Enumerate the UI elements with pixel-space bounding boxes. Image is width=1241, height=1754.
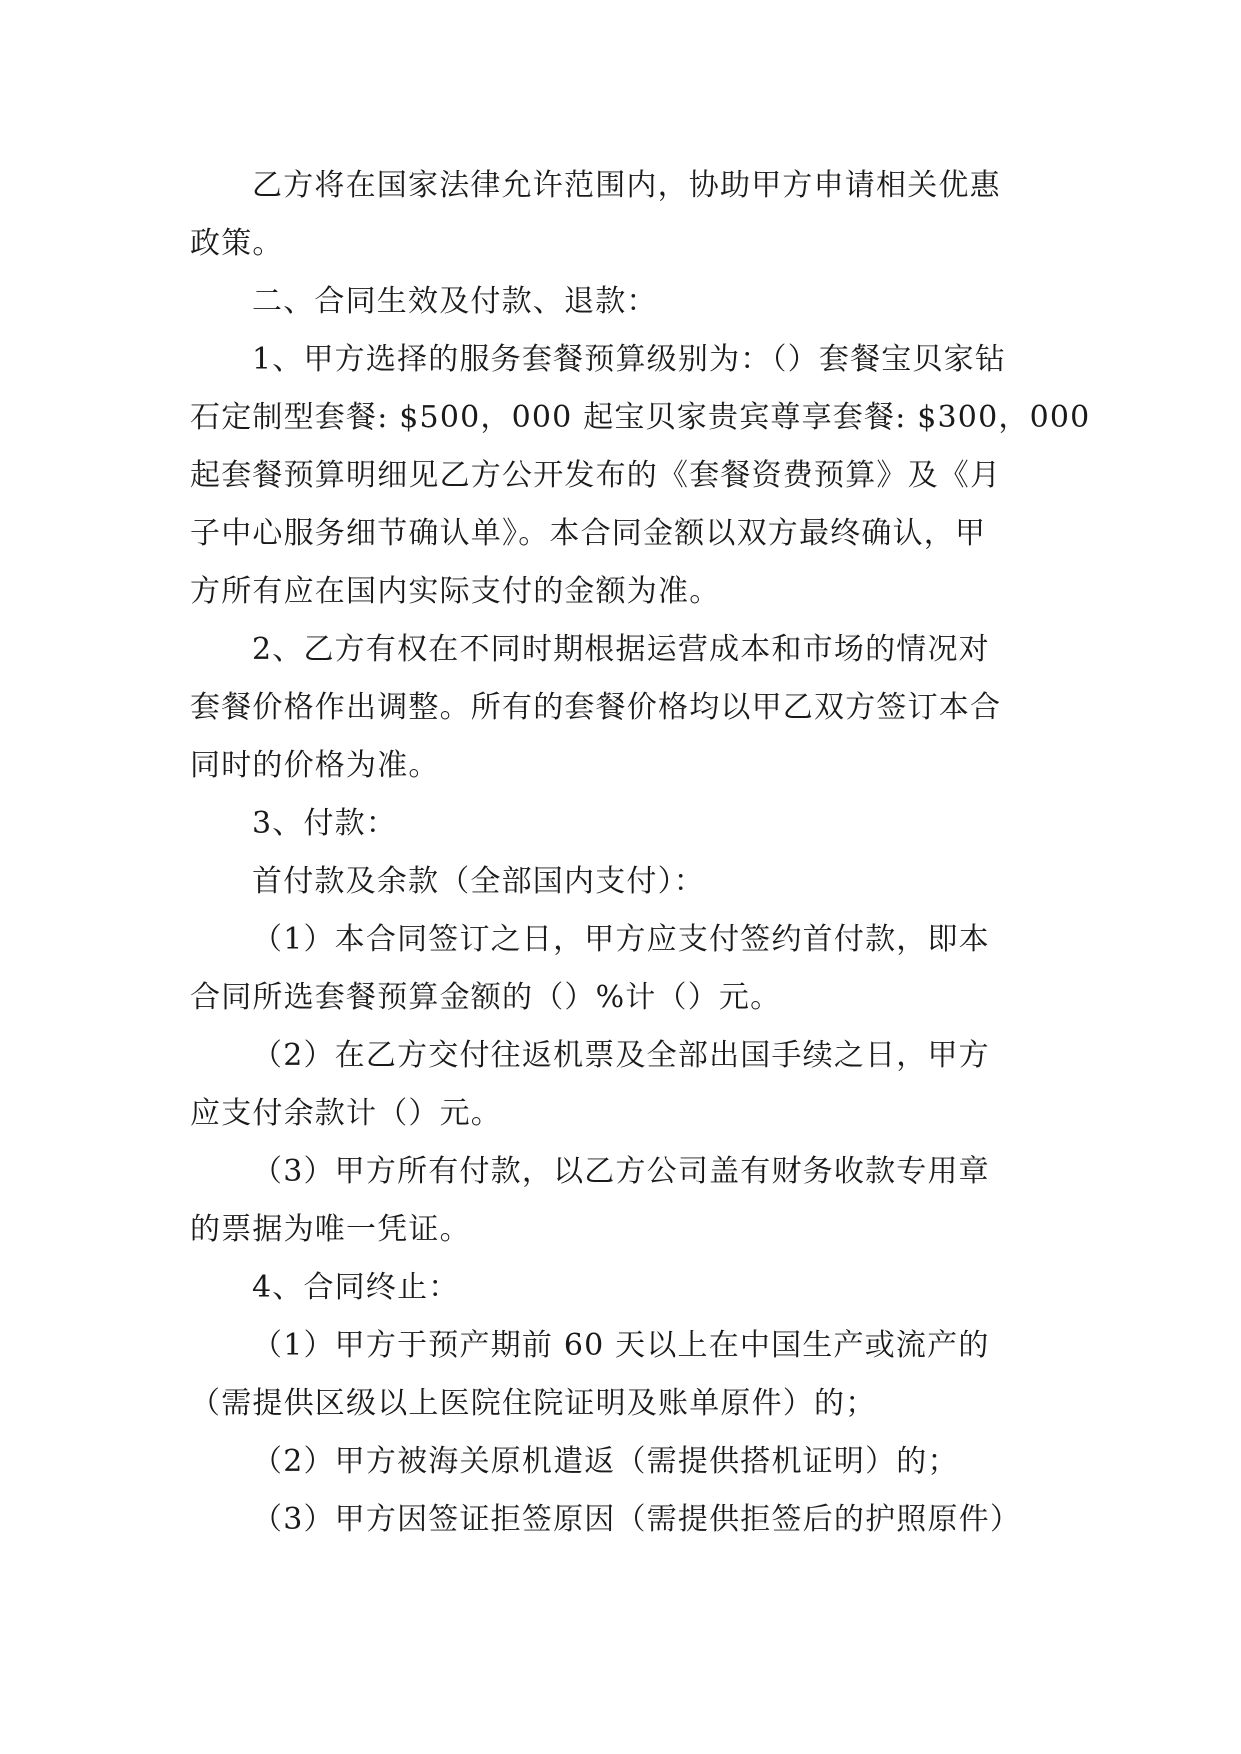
text-line: 方所有应在国内实际支付的金额为准。 bbox=[190, 574, 721, 609]
text-line: 1、甲方选择的服务套餐预算级别为：（）套餐宝贝家钻 bbox=[252, 342, 1007, 377]
text-line: 4、合同终止： bbox=[252, 1270, 460, 1305]
payment-item-1 bbox=[190, 911, 1050, 1027]
text-line: （3）甲方因签证拒签原因（需提供拒签后的护照原件） bbox=[252, 1502, 1022, 1537]
payment-item-2 bbox=[190, 1027, 1050, 1143]
text-line: 政策。 bbox=[190, 226, 284, 261]
text-line: 起套餐预算明细见乙方公开发布的《套餐资费预算》及《月 bbox=[190, 458, 1002, 493]
termination-item-2 bbox=[190, 1433, 1050, 1491]
termination-item-1 bbox=[190, 1317, 1050, 1433]
text-line: 二、合同生效及付款、退款： bbox=[252, 284, 658, 319]
text-line: 套餐价格作出调整。所有的套餐价格均以甲乙双方签订本合 bbox=[190, 690, 1002, 725]
paragraph-preferential-policy bbox=[190, 157, 1050, 273]
clause-3-payment-heading bbox=[190, 795, 1050, 853]
clause-4-termination-heading bbox=[190, 1259, 1050, 1317]
termination-item-3 bbox=[190, 1491, 1050, 1549]
text-line: 应支付余款计（）元。 bbox=[190, 1096, 502, 1131]
text-line: （1）甲方于预产期前 60 天以上在中国生产或流产的 bbox=[252, 1328, 990, 1363]
text-line: （3）甲方所有付款，以乙方公司盖有财务收款专用章 bbox=[252, 1154, 990, 1189]
payment-subheading bbox=[190, 853, 1050, 911]
section-heading-payment bbox=[190, 273, 1050, 331]
text-line: （2）甲方被海关原机遣返（需提供搭机证明）的； bbox=[252, 1444, 959, 1479]
text-line: 子中心服务细节确认单》。本合同金额以双方最终确认，甲 bbox=[190, 516, 987, 551]
clause-2-price-adjustment bbox=[190, 621, 1050, 795]
text-line: 同时的价格为准。 bbox=[190, 748, 440, 783]
payment-item-3 bbox=[190, 1143, 1050, 1259]
text-line: 石定制型套餐: $500，000 起宝贝家贵宾尊享套餐: $300，000 bbox=[190, 400, 1091, 435]
text-line: （1）本合同签订之日，甲方应支付签约首付款，即本 bbox=[252, 922, 990, 957]
text-line: 首付款及余款（全部国内支付）： bbox=[252, 864, 705, 899]
text-line: 的票据为唯一凭证。 bbox=[190, 1212, 471, 1247]
text-line: 乙方将在国家法律允许范围内，协助甲方申请相关优惠 bbox=[252, 168, 1001, 203]
text-line: 合同所选套餐预算金额的（）%计（）元。 bbox=[190, 980, 782, 1015]
document-body bbox=[190, 157, 1091, 1549]
text-line: （2）在乙方交付往返机票及全部出国手续之日，甲方 bbox=[252, 1038, 990, 1073]
clause-1-package-budget bbox=[190, 331, 1091, 621]
text-line: （需提供区级以上医院住院证明及账单原件）的； bbox=[190, 1386, 877, 1421]
text-line: 2、乙方有权在不同时期根据运营成本和市场的情况对 bbox=[252, 632, 990, 667]
text-line: 3、付款： bbox=[252, 806, 398, 841]
